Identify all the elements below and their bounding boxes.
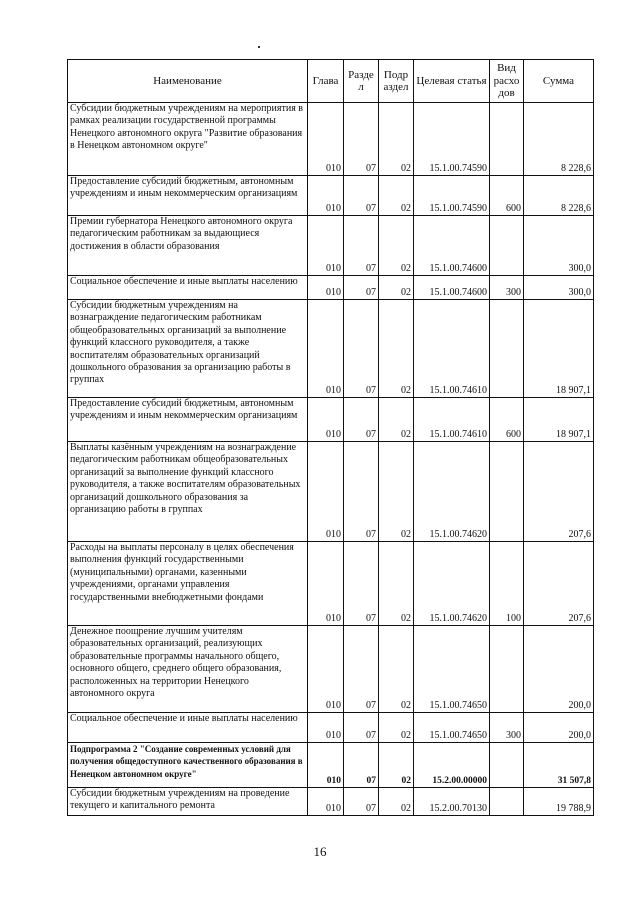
table-header: [68, 60, 594, 103]
cell-vid: [490, 788, 524, 816]
header-podrazdel: Подр аздел: [379, 60, 414, 103]
cell-target: 15.1.00.74610: [414, 300, 490, 398]
cell-vid: [490, 300, 524, 398]
cell-name: Подпрограмма 2 "Создание современных условий для получения общедоступного качественного образования в Ненецком автономном округе": [68, 743, 308, 788]
cell-razdel: 07: [344, 398, 379, 442]
cell-name: Выплаты казённым учреждениям на вознаграждение педагогическим работникам общеобразовательных организаций за выполнение функций классного руководителя, а также воспитателям образовательных организаций дошкольного образования за организацию работы в группах: [68, 442, 308, 542]
cell-target: 15.1.00.74620: [414, 442, 490, 542]
cell-podrazdel: 02: [379, 442, 414, 542]
cell-target: 15.1.00.74620: [414, 542, 490, 626]
table-row: [68, 713, 594, 743]
table-row: [68, 743, 594, 788]
cell-sum: 18 907,1: [524, 300, 594, 398]
cell-vid: [490, 442, 524, 542]
cell-glava: 010: [308, 542, 344, 626]
cell-name: Предоставление субсидий бюджетным, автономным учреждениям и иным некоммерческим организациям: [68, 176, 308, 216]
cell-podrazdel: 02: [379, 713, 414, 743]
cell-podrazdel: 02: [379, 216, 414, 276]
cell-razdel: 07: [344, 542, 379, 626]
table-row: [68, 176, 594, 216]
cell-glava: 010: [308, 743, 344, 788]
cell-sum: 200,0: [524, 626, 594, 713]
cell-sum: 19 788,9: [524, 788, 594, 816]
cell-name: Предоставление субсидий бюджетным, автономным учреждениям и иным некоммерческим организациям: [68, 398, 308, 442]
page-number: 16: [313, 844, 327, 859]
cell-glava: 010: [308, 626, 344, 713]
header-glava: Глава: [308, 60, 344, 103]
cell-vid: 600: [490, 398, 524, 442]
cell-glava: 010: [308, 176, 344, 216]
budget-table: [67, 59, 594, 816]
cell-name: Премии губернатора Ненецкого автономного округа педагогическим работникам за выдающиеся достижения в области образования: [68, 216, 308, 276]
cell-name: Субсидии бюджетным учреждениям на мероприятия в рамках реализации государственной программы Ненецкого автономного округа "Развитие образования в Ненецком автономном округе": [68, 103, 308, 176]
cell-razdel: 07: [344, 713, 379, 743]
table-row: [68, 788, 594, 816]
cell-podrazdel: 02: [379, 398, 414, 442]
table-row: [68, 276, 594, 300]
cell-glava: 010: [308, 713, 344, 743]
cell-vid: [490, 743, 524, 788]
cell-glava: 010: [308, 103, 344, 176]
cell-name: Расходы на выплаты персоналу в целях обеспечения выполнения функций государственными (муниципальными) органами, казенными учреждениями, органами управления государственными внебюджетными фондами: [68, 542, 308, 626]
cell-vid: [490, 216, 524, 276]
cell-razdel: 07: [344, 300, 379, 398]
cell-podrazdel: 02: [379, 176, 414, 216]
cell-target: 15.1.00.74610: [414, 398, 490, 442]
cell-razdel: 07: [344, 103, 379, 176]
cell-name: Денежное поощрение лучшим учителям образовательных организаций, реализующих образовательные программы начального общего, основного общего, среднего общего образования, расположенных на территории Ненецкого автономного округа: [68, 626, 308, 713]
cell-podrazdel: 02: [379, 103, 414, 176]
cell-sum: 8 228,6: [524, 103, 594, 176]
table-row: [68, 542, 594, 626]
cell-razdel: 07: [344, 216, 379, 276]
cell-name: Социальное обеспечение и иные выплаты населению: [68, 713, 308, 743]
cell-sum: 300,0: [524, 276, 594, 300]
cell-vid: 300: [490, 276, 524, 300]
cell-podrazdel: 02: [379, 626, 414, 713]
cell-target: 15.1.00.74650: [414, 626, 490, 713]
cell-razdel: 07: [344, 276, 379, 300]
cell-podrazdel: 02: [379, 276, 414, 300]
header-sum: Сумма: [524, 60, 594, 103]
cell-target: 15.2.00.70130: [414, 788, 490, 816]
cell-target: 15.1.00.74650: [414, 713, 490, 743]
cell-razdel: 07: [344, 788, 379, 816]
cell-name: Субсидии бюджетным учреждениям на вознаграждение педагогическим работникам общеобразовательных организаций за выполнение функций классного руководителя, а также воспитателям образовательных организаций дошкольного образования за организацию работы в группах: [68, 300, 308, 398]
cell-name: Социальное обеспечение и иные выплаты населению: [68, 276, 308, 300]
cell-vid: 100: [490, 542, 524, 626]
cell-sum: 207,6: [524, 442, 594, 542]
cell-vid: [490, 626, 524, 713]
table-row: [68, 398, 594, 442]
cell-podrazdel: 02: [379, 788, 414, 816]
header-name: Наименование: [68, 60, 308, 103]
cell-podrazdel: 02: [379, 300, 414, 398]
table-row: [68, 216, 594, 276]
cell-glava: 010: [308, 300, 344, 398]
cell-glava: 010: [308, 442, 344, 542]
cell-glava: 010: [308, 276, 344, 300]
cell-sum: 300,0: [524, 216, 594, 276]
cell-glava: 010: [308, 216, 344, 276]
cell-target: 15.1.00.74600: [414, 216, 490, 276]
table-row: [68, 442, 594, 542]
table-row: [68, 626, 594, 713]
cell-vid: 600: [490, 176, 524, 216]
cell-razdel: 07: [344, 442, 379, 542]
cell-sum: 200,0: [524, 713, 594, 743]
cell-vid: [490, 103, 524, 176]
header-razdel: Разде л: [344, 60, 379, 103]
cell-target: 15.1.00.74590: [414, 103, 490, 176]
cell-glava: 010: [308, 788, 344, 816]
cell-podrazdel: 02: [379, 743, 414, 788]
cell-sum: 31 507,8: [524, 743, 594, 788]
table-row: [68, 300, 594, 398]
cell-glava: 010: [308, 398, 344, 442]
scan-speck: [258, 46, 260, 48]
cell-target: 15.1.00.74600: [414, 276, 490, 300]
cell-sum: 18 907,1: [524, 398, 594, 442]
cell-sum: 8 228,6: [524, 176, 594, 216]
cell-sum: 207,6: [524, 542, 594, 626]
cell-razdel: 07: [344, 626, 379, 713]
cell-target: 15.1.00.74590: [414, 176, 490, 216]
cell-razdel: 07: [344, 743, 379, 788]
cell-name: Субсидии бюджетным учреждениям на проведение текущего и капитального ремонта: [68, 788, 308, 816]
cell-target: 15.2.00.00000: [414, 743, 490, 788]
cell-razdel: 07: [344, 176, 379, 216]
header-target: Целевая статья: [414, 60, 490, 103]
table-row: [68, 103, 594, 176]
cell-vid: 300: [490, 713, 524, 743]
table-body: [68, 103, 594, 816]
cell-podrazdel: 02: [379, 542, 414, 626]
header-vid: Вид расхо дов: [490, 60, 524, 103]
